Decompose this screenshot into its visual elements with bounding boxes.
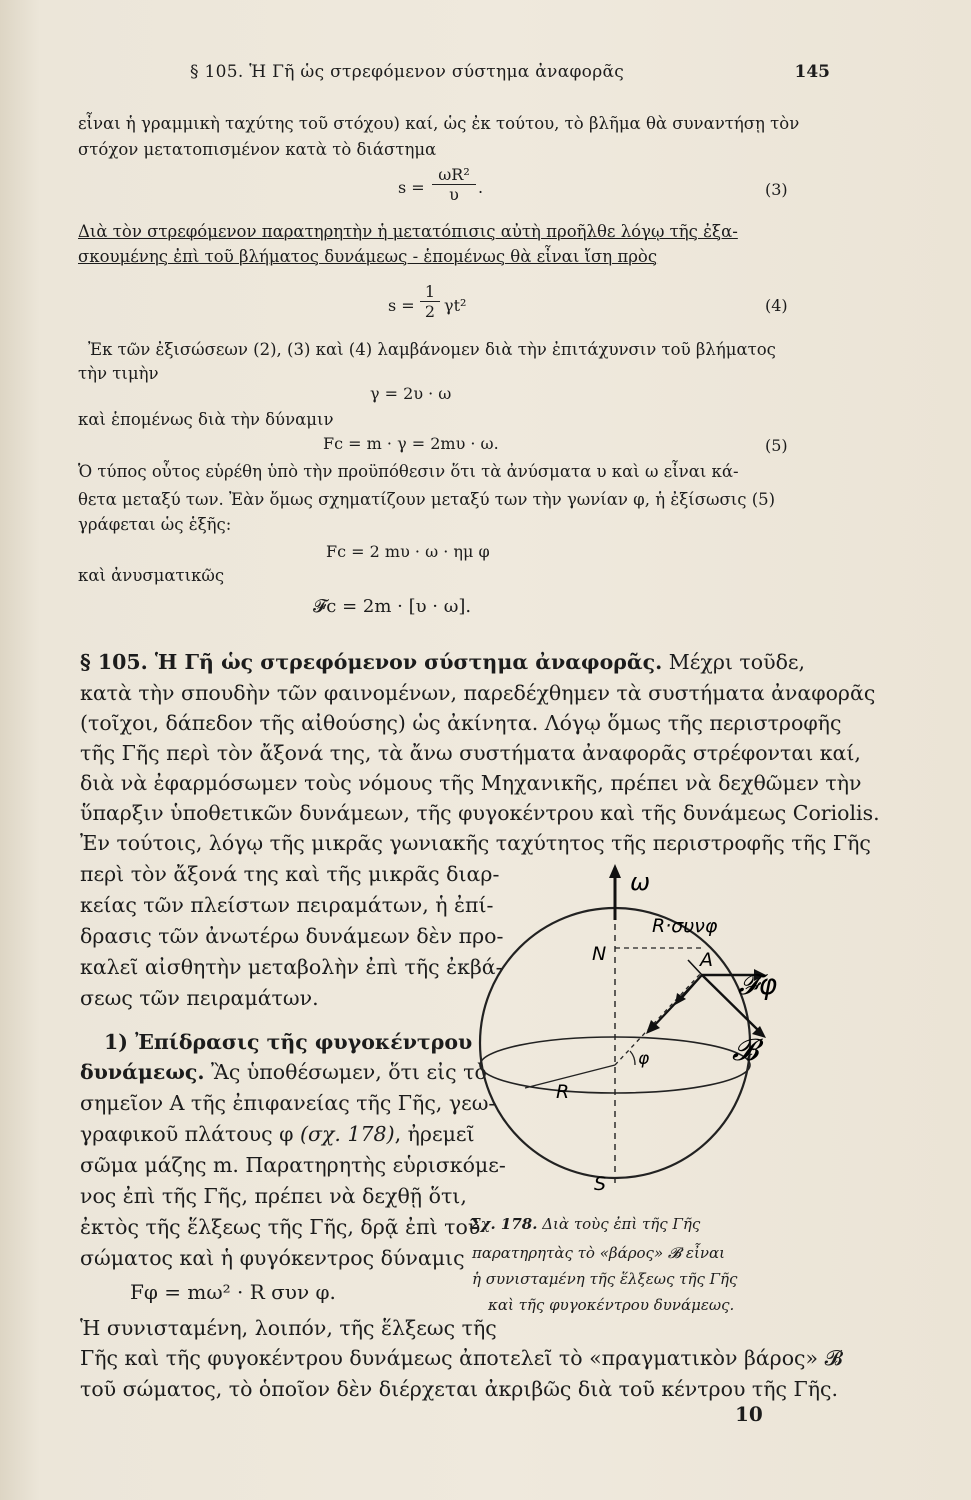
eq3-number: (3): [765, 180, 788, 199]
subsection-line-4-b: , ἠρεμεῖ: [394, 1122, 475, 1146]
subsection-title: 1) Ἐπίδρασις τῆς φυγοκέντρου: [104, 1030, 473, 1054]
label-A: A: [700, 949, 713, 971]
section-line-1: [80, 650, 805, 674]
equation-7: 𝓕c = 2m · [υ · ω].: [313, 596, 472, 617]
caption-line-4: καὶ τῆς φυγοκέντρου δυνάμεως.: [488, 1296, 735, 1314]
running-title: § 105. Ἡ Γῆ ὡς στρεφόμενον σύστημα ἀναφορᾶς: [190, 62, 625, 82]
subsection-line-3: σημεῖον A τῆς ἐπιφανείας τῆς Γῆς, γεω-: [80, 1091, 496, 1115]
section-line-8: περὶ τὸν ἄξονά της καὶ τῆς μικρᾶς διαρ-: [80, 862, 500, 886]
subsection-title-cont: δυνάμεως.: [80, 1060, 205, 1084]
subsection-line-2: [80, 1060, 487, 1084]
subsection-line-4-a: γραφικοῦ πλάτους φ: [80, 1122, 300, 1146]
section-line-9: κείας τῶν πλείστων πειραμάτων, ἡ ἐπί-: [80, 893, 494, 917]
section-line-10: δρασις τῶν ἀνωτέρω δυνάμεων δὲν προ-: [80, 924, 504, 948]
radius-equator: [525, 1065, 615, 1088]
upper-line-10: γράφεται ὡς ἑξῆς:: [78, 515, 232, 534]
equation-6: Fc = 2 mυ · ω · ημ φ: [326, 542, 490, 561]
signature-mark: 10: [735, 1402, 763, 1426]
caption-line-2: παρατηρητὰς τὸ «βάρος» 𝓑 εἶναι: [472, 1244, 725, 1262]
label-B: 𝓑: [732, 1033, 759, 1068]
section-line-11: καλεῖ αἰσθητὴν μεταβολὴν ἐπὶ τῆς ἐκβά-: [80, 955, 503, 979]
eq4-number: (4): [765, 296, 788, 315]
upper-line-6: τὴν τιμὴν: [78, 364, 159, 383]
subsection-line-11: τοῦ σώματος, τὸ ὁποῖον δὲν διέρχεται ἀκριβῶς διὰ τοῦ κέντρου τῆς Γῆς.: [80, 1377, 839, 1401]
subsection-line-8: σώματος καὶ ἡ φυγόκεντρος δύναμις: [80, 1246, 465, 1270]
upper-line-3: Διὰ τὸν στρεφόμενον παρατηρητὴν ἡ μετατόπισις αὐτὴ προῆλθε λόγῳ τῆς ἐξα-: [78, 222, 738, 241]
section-line-4: τῆς Γῆς περὶ τὸν ἄξονά της, τὰ ἄνω συστήματα ἀναφορᾶς στρέφονται καί,: [80, 741, 861, 765]
caption-line-3: ἡ συνισταμένη τῆς ἕλξεως τῆς Γῆς: [472, 1270, 738, 1288]
label-omega: ω: [630, 868, 651, 896]
subsection-heading: [104, 1030, 472, 1054]
eq4-lhs: s =: [388, 296, 415, 315]
section-line-7: Ἐν τούτοις, λόγῳ τῆς μικρᾶς γωνιακῆς ταχύτητος τῆς περιστροφῆς τῆς Γῆς: [80, 831, 871, 855]
equation-centrifugal: Fφ = mω² · R συν φ.: [130, 1280, 336, 1304]
caption-figure-number: Σχ. 178.: [470, 1215, 538, 1233]
subsection-line-4: [80, 1122, 475, 1146]
upper-line-4: σκουμένης ἐπὶ τοῦ βλήματος δυνάμεως - ἑπομένως θὰ εἶναι ἴση πρὸς: [78, 247, 658, 266]
eq3-fraction: [432, 165, 476, 204]
section-line-3: (τοῖχοι, δάπεδον τῆς αἰθούσης) ὡς ἀκίνητα. Λόγῳ ὅμως τῆς περιστροφῆς: [80, 711, 842, 735]
subsection-line-7: ἐκτὸς τῆς ἕλξεως τῆς Γῆς, δρᾷ ἐπὶ τοῦ: [80, 1215, 481, 1239]
label-phi: φ: [638, 1049, 650, 1069]
label-S: S: [594, 1173, 607, 1195]
equation-gamma: γ = 2υ · ω: [370, 384, 452, 403]
eq4-fraction: [420, 282, 440, 321]
phi-arc: [630, 1051, 635, 1065]
radius-to-A: [615, 972, 702, 1065]
eq3-lhs: s =: [398, 178, 425, 197]
page-number: 145: [794, 62, 830, 82]
label-N: N: [592, 943, 607, 965]
section-heading: § 105. Ἡ Γῆ ὡς στρεφόμενον σύστημα ἀναφορᾶς.: [80, 650, 663, 674]
subsection-line-9: Ἡ συνισταμένη, λοιπόν, τῆς ἕλξεως τῆς: [80, 1316, 497, 1340]
coriolis-arrow: [680, 975, 702, 1000]
caption-line-1-text: Διὰ τοὺς ἐπὶ τῆς Γῆς: [537, 1215, 701, 1233]
upper-line-1: εἶναι ἡ γραμμικὴ ταχύτης τοῦ στόχου) καί, ὡς ἐκ τούτου, τὸ βλῆμα θὰ συναντήσῃ τὸν: [78, 114, 800, 133]
label-F: 𝓕φ: [738, 968, 778, 1001]
subsection-line-10: Γῆς καὶ τῆς φυγοκέντρου δυνάμεως ἀποτελεῖ τὸ «πραγματικὸν βάρος» 𝓑: [80, 1346, 843, 1370]
subsection-line-5: σῶμα μάζης m. Παρατηρητὴς εὑρισκόμε-: [80, 1153, 506, 1177]
section-line-5: διὰ νὰ ἐφαρμόσωμεν τοὺς νόμους τῆς Μηχανικῆς, πρέπει νὰ δεχθῶμεν τὴν: [80, 771, 862, 795]
eq5-number: (5): [765, 436, 788, 455]
eq5-body: Fc = m · γ = 2mυ · ω.: [323, 434, 499, 453]
subsection-line-6: νος ἐπὶ τῆς Γῆς, πρέπει νὰ δεχθῇ ὅτι,: [80, 1184, 467, 1208]
upper-line-2: στόχον μετατοπισμένον κατὰ τὸ διάστημα: [78, 140, 437, 159]
eq3-dot: .: [478, 178, 484, 197]
eq3-denominator: υ: [449, 185, 459, 204]
upper-line-11: καὶ ἀνυσματικῶς: [78, 566, 225, 585]
section-line-2: κατὰ τὴν σπουδὴν τῶν φαινομένων, παρεδέχθημεν τὰ συστήματα ἀναφορᾶς: [80, 681, 876, 705]
caption-line-1: [470, 1215, 700, 1233]
upper-line-7: καὶ ἑπομένως διὰ τὴν δύναμιν: [78, 410, 334, 429]
figure-reference: (σχ. 178): [300, 1122, 395, 1146]
eq3-numerator: ωR²: [432, 165, 476, 185]
section-line-1-tail: Μέχρι τοῦδε,: [662, 650, 806, 674]
upper-line-8: Ὁ τύπος οὗτος εὑρέθη ὑπὸ τὴν προϋπόθεσιν ὅτι τὰ ἀνύσματα υ καὶ ω εἶναι κά-: [78, 462, 739, 481]
figure-178: [470, 860, 800, 1205]
subsection-line-2-tail: Ἂς ὑποθέσωμεν, ὅτι εἰς τὸ: [204, 1060, 487, 1084]
eq4-numerator: 1: [420, 282, 440, 302]
label-R: R: [556, 1081, 570, 1103]
label-rcos: R·συνφ: [652, 915, 718, 937]
eq4-rhs: γt²: [444, 296, 467, 315]
section-line-12: σεως τῶν πειραμάτων.: [80, 986, 319, 1010]
running-header: [190, 62, 830, 86]
section-line-6: ὕπαρξιν ὑποθετικῶν δυνάμεων, τῆς φυγοκέντρου καὶ τῆς δυνάμεως Coriolis.: [80, 801, 880, 825]
upper-line-5: Ἐκ τῶν ἐξισώσεων (2), (3) καὶ (4) λαμβάνομεν διὰ τὴν ἐπιτάχυνσιν τοῦ βλήματος: [88, 340, 776, 359]
eq4-denominator: 2: [424, 302, 436, 321]
upper-line-9: θετα μεταξύ των. Ἐὰν ὅμως σχηματίζουν μεταξύ των τὴν γωνίαν φ, ἡ ἐξίσωσις (5): [78, 490, 776, 509]
